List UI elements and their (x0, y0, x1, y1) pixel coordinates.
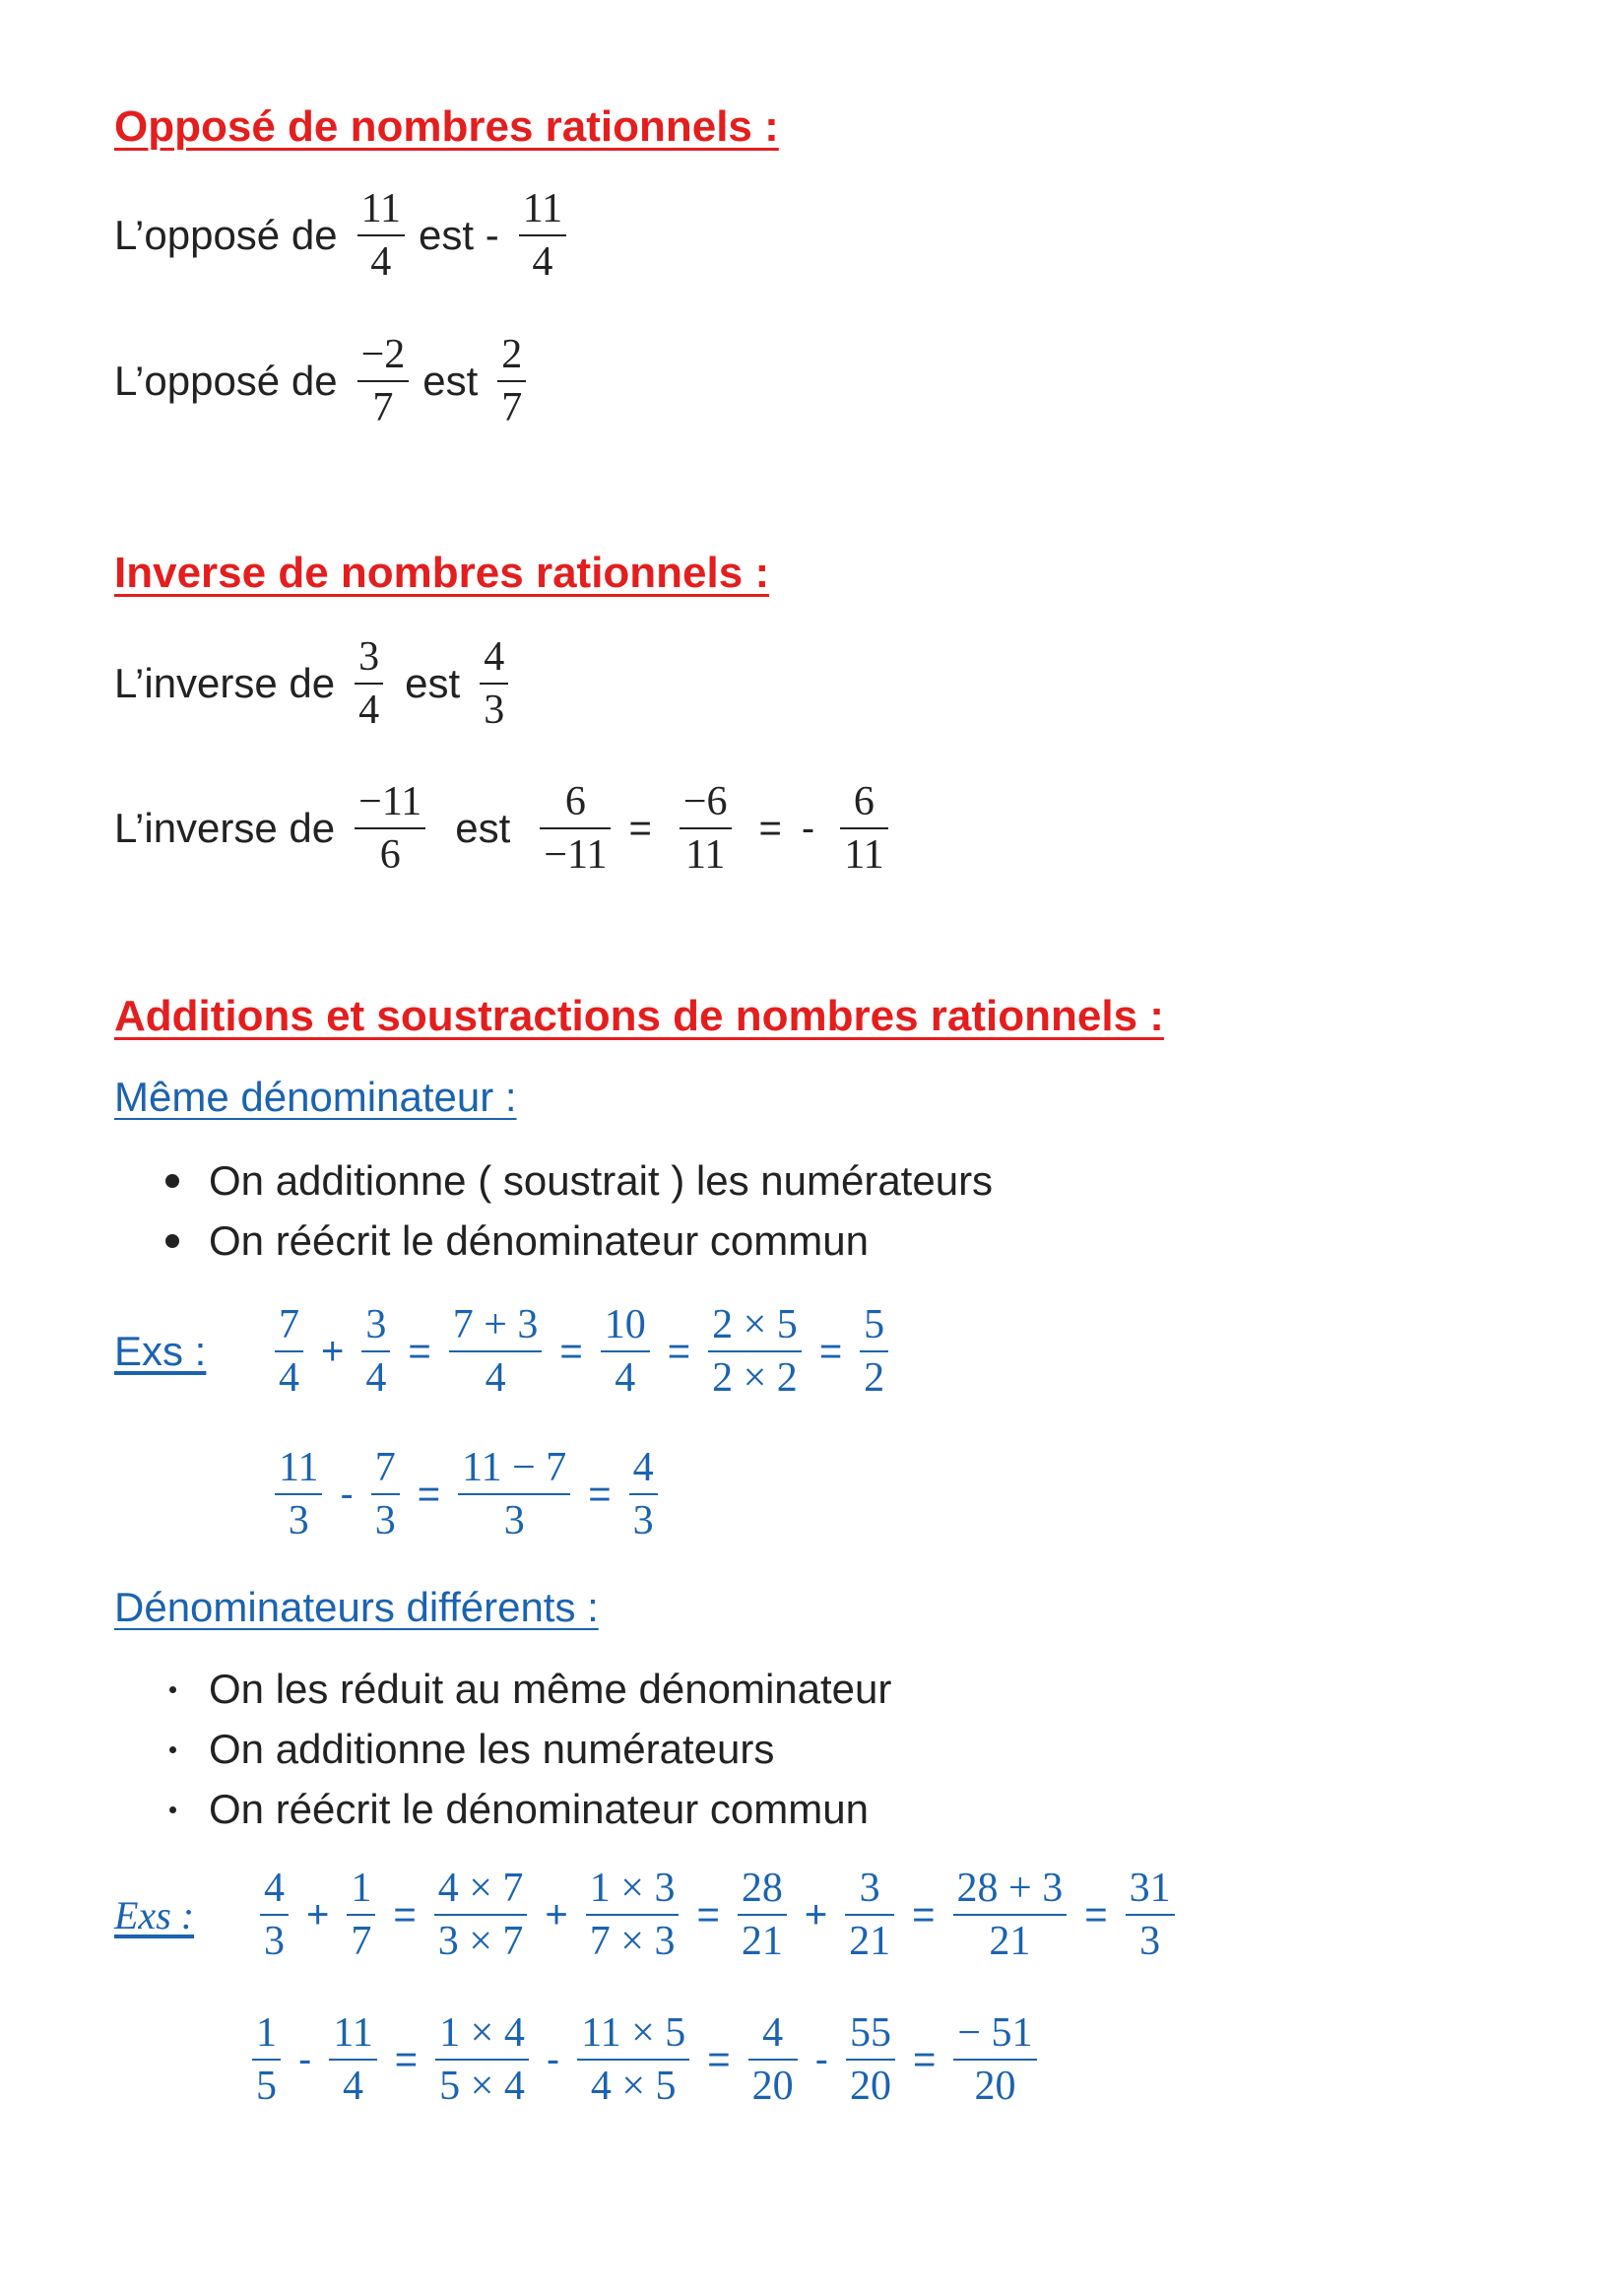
fraction (449, 1303, 543, 1400)
numerator: 7 (374, 1445, 396, 1490)
denominator: 3 (371, 1493, 400, 1542)
equals-sign: = (707, 2037, 731, 2081)
fraction (708, 1303, 802, 1400)
denominator: 3 (1126, 1914, 1175, 1963)
oppose-line-1 (114, 187, 574, 284)
equals-sign: = (408, 1329, 431, 1373)
minus-sign: - (340, 1472, 354, 1516)
numerator: 4 (484, 634, 505, 680)
fraction (497, 333, 526, 429)
examples-label: Exs : (114, 1328, 207, 1375)
denominator: 4 (355, 683, 383, 732)
expression (267, 1303, 896, 1400)
bullet-list-same (114, 1150, 993, 1271)
fraction (680, 780, 732, 877)
fraction (435, 2011, 529, 2108)
text: L’opposé de (114, 212, 338, 259)
equals-sign: = (912, 1892, 936, 1936)
denominator: 3 (629, 1493, 658, 1542)
denominator: 4 × 5 (577, 2059, 689, 2108)
fraction (1126, 1867, 1175, 1963)
examples-label: Exs : (114, 1892, 195, 1937)
fraction (519, 187, 566, 284)
fraction (738, 1867, 787, 1963)
denominator: 4 (601, 1350, 650, 1400)
fraction (275, 1446, 322, 1542)
numerator: 4 × 7 (437, 1866, 524, 1911)
numerator: 11 (333, 2010, 373, 2056)
text: est (405, 660, 461, 707)
equals-sign: = (393, 1892, 417, 1936)
denominator: 4 (519, 234, 566, 284)
list-item: On additionne ( soustrait ) les numérateurs (114, 1150, 993, 1211)
bullet-list-different (114, 1659, 891, 1839)
denominator: 6 (355, 827, 425, 877)
denominator: 4 (361, 1350, 390, 1400)
denominator: 7 (497, 380, 526, 429)
numerator: 1 (351, 1866, 372, 1911)
inverse-line-2 (114, 780, 896, 877)
denominator: 20 (953, 2059, 1036, 2108)
equals-sign: = (912, 2037, 937, 2081)
oppose-line-2 (114, 333, 534, 429)
inverse-line-1 (114, 635, 516, 732)
denominator: 2 × 2 (708, 1350, 802, 1400)
denominator: 3 (480, 683, 508, 732)
minus-sign: - (814, 2037, 828, 2081)
section-title-inverse: Inverse de nombres rationnels : (114, 549, 770, 597)
expression (244, 2011, 1045, 2108)
denominator: 4 (329, 2059, 376, 2108)
numerator: −11 (358, 779, 422, 824)
fraction (480, 635, 508, 732)
fraction (275, 1303, 303, 1400)
example-same-2 (267, 1446, 666, 1542)
expression (252, 1867, 1183, 1963)
denominator: 3 (458, 1493, 570, 1542)
denominator: 7 (357, 380, 410, 429)
list-item: On les réduit au même dénominateur (114, 1659, 891, 1719)
numerator: 28 + 3 (956, 1866, 1064, 1911)
fraction (357, 187, 405, 284)
denominator: 21 (738, 1914, 787, 1963)
fraction (601, 1303, 650, 1400)
numerator: 2 (501, 332, 523, 377)
minus-sign: - (546, 2037, 560, 2081)
fraction (860, 1303, 888, 1400)
numerator: 11 (522, 186, 563, 231)
numerator: −6 (682, 779, 728, 824)
fraction (361, 1303, 390, 1400)
expression (267, 1446, 666, 1542)
numerator: 4 (632, 1445, 654, 1490)
fraction (846, 2011, 895, 2108)
numerator: 5 (864, 1302, 885, 1347)
denominator: 7 × 3 (586, 1914, 680, 1963)
denominator: 3 × 7 (434, 1914, 528, 1963)
fraction (586, 1867, 680, 1963)
denominator: 20 (846, 2059, 895, 2108)
denominator: −11 (540, 827, 611, 877)
denominator: 3 (275, 1493, 322, 1542)
text: L’opposé de (114, 358, 338, 405)
numerator: 3 (358, 634, 380, 680)
fraction (434, 1867, 528, 1963)
denominator: 11 (680, 827, 732, 877)
equals-sign: = (818, 1329, 843, 1373)
subtitle-different-denominators: Dénominateurs différents : (114, 1584, 599, 1630)
minus-sign: - (801, 806, 815, 850)
numerator: 10 (604, 1302, 646, 1347)
subtitle-same-denominator: Même dénominateur : (114, 1074, 517, 1120)
denominator: 20 (748, 2059, 798, 2108)
denominator: 3 (260, 1914, 289, 1963)
fraction (748, 2011, 798, 2108)
equals-sign: = (696, 1892, 720, 1936)
fraction (347, 1867, 375, 1963)
numerator: 6 (853, 779, 875, 824)
equals-sign: = (1084, 1892, 1108, 1936)
numerator: 1 × 4 (439, 2010, 525, 2056)
numerator: 11 (279, 1445, 319, 1490)
text: est (422, 358, 479, 405)
denominator: 11 (840, 827, 887, 877)
section-title-additions: Additions et soustractions de nombres rationnels : (114, 992, 1164, 1040)
fraction (953, 2011, 1036, 2108)
section-title-oppose: Opposé de nombres rationnels : (114, 102, 779, 151)
fraction (953, 1867, 1068, 1963)
equals-sign: = (588, 1472, 612, 1516)
denominator: 4 (275, 1350, 303, 1400)
list-item: On additionne les numérateurs (114, 1719, 891, 1779)
equals-sign: = (417, 1472, 441, 1516)
example-different-2 (244, 2011, 1045, 2108)
fraction (357, 333, 410, 429)
numerator: 31 (1129, 1866, 1171, 1911)
numerator: 11 − 7 (462, 1445, 567, 1490)
denominator: 5 (252, 2059, 281, 2108)
numerator: 1 × 3 (589, 1866, 676, 1911)
numerator: 3 (859, 1866, 880, 1911)
denominator: 21 (953, 1914, 1068, 1963)
denominator: 21 (845, 1914, 894, 1963)
equals-sign: = (628, 806, 652, 850)
fraction (355, 780, 425, 877)
example-same-1 (114, 1303, 896, 1400)
fraction (629, 1446, 658, 1542)
list-item: On réécrit le dénominateur commun (114, 1211, 993, 1271)
fraction (329, 2011, 376, 2108)
example-different-1 (114, 1867, 1183, 1963)
numerator: 28 (741, 1866, 783, 1911)
equals-sign: = (559, 1329, 583, 1373)
numerator: 6 (564, 779, 586, 824)
denominator: 2 (860, 1350, 888, 1400)
numerator: 7 (279, 1302, 299, 1347)
denominator: 4 (449, 1350, 543, 1400)
numerator: −2 (360, 332, 406, 377)
text: L’inverse de (114, 660, 336, 707)
numerator: − 51 (957, 2010, 1033, 2056)
denominator: 4 (357, 234, 405, 284)
fraction (355, 635, 383, 732)
fraction (371, 1446, 400, 1542)
equals-sign: = (758, 806, 782, 850)
fraction (577, 2011, 689, 2108)
fraction (260, 1867, 289, 1963)
fraction (252, 2011, 281, 2108)
numerator: 1 (256, 2010, 277, 2056)
numerator: 7 + 3 (452, 1302, 539, 1347)
plus-sign: + (321, 1329, 345, 1373)
text: est (455, 805, 511, 852)
equals-sign: = (394, 2037, 419, 2081)
numerator: 4 (264, 1866, 285, 1911)
fraction (458, 1446, 570, 1542)
denominator: 7 (347, 1914, 375, 1963)
plus-sign: + (306, 1892, 330, 1936)
text: L’inverse de (114, 805, 336, 852)
numerator: 11 × 5 (581, 2010, 686, 2056)
plus-sign: + (804, 1892, 828, 1936)
fraction (840, 780, 887, 877)
plus-sign: + (545, 1892, 568, 1936)
numerator: 11 (360, 186, 402, 231)
numerator: 3 (365, 1302, 387, 1347)
numerator: 55 (849, 2010, 891, 2056)
text: est - (419, 212, 499, 259)
fraction (845, 1867, 894, 1963)
numerator: 4 (762, 2010, 784, 2056)
minus-sign: - (298, 2037, 312, 2081)
fraction (540, 780, 611, 877)
equals-sign: = (667, 1329, 691, 1373)
numerator: 2 × 5 (712, 1302, 798, 1347)
list-item: On réécrit le dénominateur commun (114, 1779, 891, 1839)
denominator: 5 × 4 (435, 2059, 529, 2108)
